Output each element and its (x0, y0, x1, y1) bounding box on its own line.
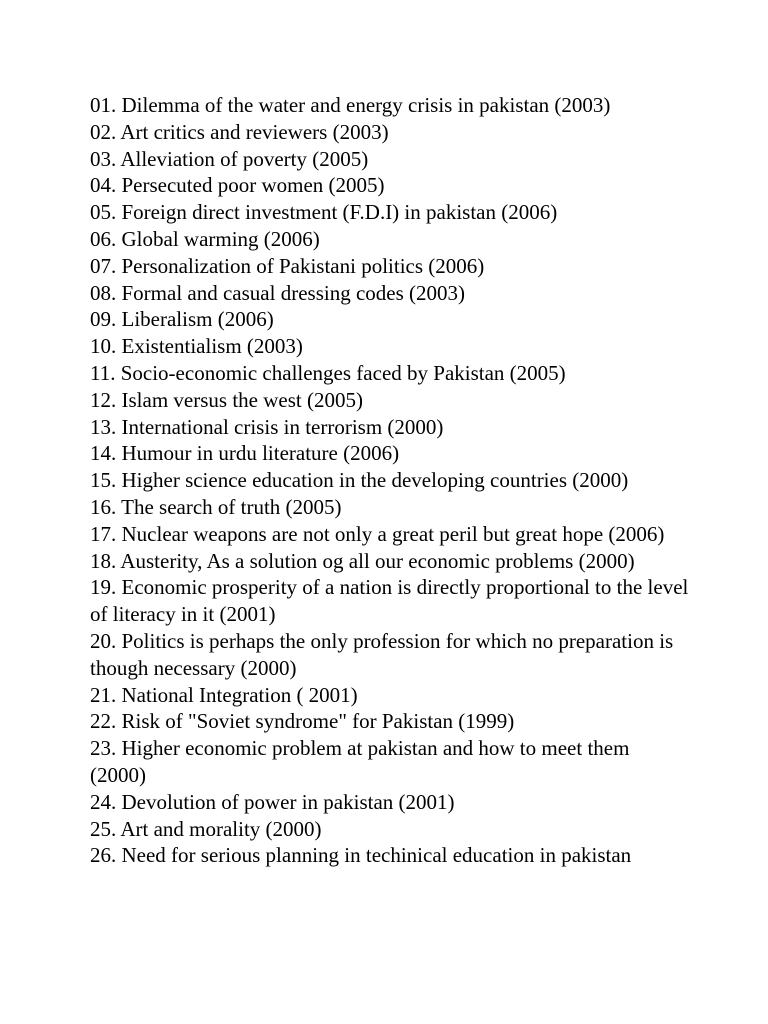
list-item: 11. Socio-economic challenges faced by Pakistan (2005) (90, 360, 566, 385)
list-item: 26. Need for serious planning in techinical education in pakistan (90, 843, 632, 868)
list-item: 25. Art and morality (2000) (90, 816, 322, 841)
list-item: 20. Politics is perhaps the only profession for which no preparation is though necessary (2000) (90, 628, 674, 680)
list-item: 10. Existentialism (2003) (90, 334, 303, 359)
list-item: 17. Nuclear weapons are not only a great peril but great hope (2006) (90, 521, 665, 546)
list-item: 19. Economic prosperity of a nation is directly proportional to the level of literacy in it (2001) (90, 575, 689, 627)
list-item: 22. Risk of "Soviet syndrome" for Pakistan (1999) (90, 709, 515, 734)
list-item: 07. Personalization of Pakistani politics (2006) (90, 253, 485, 278)
list-item: 16. The search of truth (2005) (90, 494, 342, 519)
list-item: 08. Formal and casual dressing codes (2003) (90, 280, 465, 305)
list-item: 21. National Integration ( 2001) (90, 682, 358, 707)
list-item: 23. Higher economic problem at pakistan and how to meet them (2000) (90, 736, 630, 787)
list-item: 04. Persecuted poor women (2005) (90, 173, 385, 198)
list-item: 18. Austerity, As a solution og all our economic problems (2000) (90, 548, 635, 573)
list-item: 01. Dilemma of the water and energy crisis in pakistan (2003) (90, 93, 611, 117)
list-item: 03. Alleviation of poverty (2005) (90, 146, 369, 171)
list-item: 15. Higher science education in the developing countries (2000) (90, 468, 629, 493)
list-item: 24. Devolution of power in pakistan (2001) (90, 789, 455, 814)
list-item: 13. International crisis in terrorism (2000) (90, 414, 444, 439)
list-item: 12. Islam versus the west (2005) (90, 387, 363, 412)
list-item: 02. Art critics and reviewers (2003) (90, 119, 389, 144)
essay-topic-list (90, 92, 690, 869)
list-item: 06. Global warming (2006) (90, 226, 320, 251)
list-item: 05. Foreign direct investment (F.D.I) in pakistan (2006) (90, 200, 558, 225)
list-item: 09. Liberalism (2006) (90, 307, 274, 332)
list-item: 14. Humour in urdu literature (2006) (90, 441, 400, 466)
